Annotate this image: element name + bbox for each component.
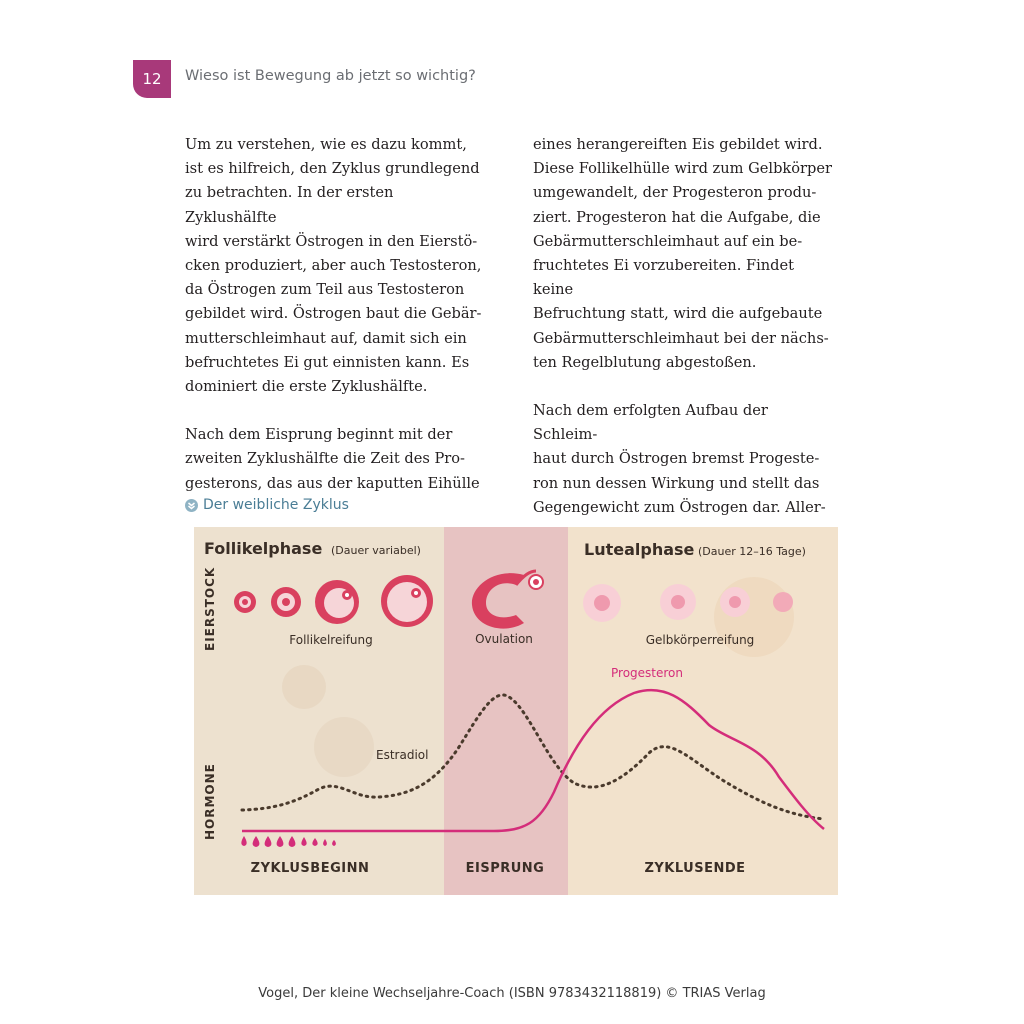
follicle-stage-3-icon (315, 580, 359, 624)
running-title: Wieso ist Bewegung ab jetzt so wichtig? (185, 68, 476, 84)
text-column-right (533, 133, 833, 544)
bottom-label-cycle-end: ZYKLUSENDE (644, 861, 746, 876)
follicle-stage-1-icon (234, 591, 256, 613)
cycle-diagram (194, 527, 838, 895)
texture-blot (314, 717, 374, 777)
stage-label-follicle: Follikelreifung (289, 633, 373, 647)
corpus-luteum-stage-3-icon (720, 587, 750, 617)
double-chevron-down-icon (185, 499, 198, 512)
corpus-luteum-stage-1-icon (583, 584, 621, 622)
follicle-stage-4-icon (381, 575, 433, 627)
side-label-hormones: HORMONE (203, 763, 217, 840)
luteal-phase-note: (Dauer 12–16 Tage) (698, 545, 806, 558)
stage-label-ovulation: Ovulation (475, 632, 533, 646)
corpus-luteum-stage-2-icon (660, 584, 696, 620)
figure-caption (185, 497, 349, 513)
page-number-badge: 12 (133, 60, 171, 98)
follicular-phase-title: Follikelphase (204, 539, 323, 558)
luteal-phase-title: Lutealphase (584, 540, 695, 559)
bottom-label-ovulation: EISPRUNG (465, 861, 545, 876)
stage-label-corpus-luteum: Gelbkörperreifung (645, 633, 755, 647)
paragraph: Nach dem Eisprung beginnt mit der zweiten Zyklushälfte die Zeit des Pro- gesterons, das aus der kaputten Eihülle (185, 426, 480, 492)
text-column-left (185, 133, 485, 520)
figure-caption-text: Der weibliche Zyklus (203, 497, 349, 513)
follicular-phase-note: (Dauer variabel) (331, 544, 421, 557)
texture-blot (282, 665, 326, 709)
paragraph: Um zu verstehen, wie es dazu kommt, ist es hilfreich, den Zyklus grundlegend zu betrachten. In der ersten Zyklushälfte wird verstärkt Östrogen in den Eierstö- cken produziert, aber auch Testosteron, da Östrogen zum Teil aus Testosteron gebildet wird. Östrogen baut die Gebär- mutterschleimhaut auf, damit sich ein befruchtetes Ei gut einnisten kann. Es dominiert die erste Zyklushälfte. (185, 136, 482, 396)
side-label-ovary: EIERSTOCK (203, 566, 217, 651)
paragraph: eines herangereiften Eis gebildet wird. Diese Follikelhülle wird zum Gelbkörper umgewandelt, der Progesteron produ- ziert. Progesteron hat die Aufgabe, die Gebärmutterschleimhaut auf ein be- fruchtetes Ei vorzubereiten. Findet keine Befruchtung statt, wird die aufgebaute Gebärmutterschleimhaut bei der nächs- ten Regelblutung abgestoßen. (533, 136, 832, 371)
paragraph: Nach dem erfolgten Aufbau der Schleim- haut durch Östrogen bremst Progeste- ron nun dessen Wirkung und stellt das Gegengewicht zum Östrogen dar. Aller- (533, 402, 826, 516)
cycle-figure (194, 527, 838, 895)
luteal-phase-panel (568, 527, 838, 895)
follicle-stage-2-icon (271, 587, 301, 617)
progesteron-label: Progesteron (611, 666, 683, 680)
bottom-label-cycle-start: ZYKLUSBEGINN (250, 861, 370, 876)
corpus-luteum-stage-4-icon (773, 592, 793, 612)
footer-citation: Vogel, Der kleine Wechseljahre-Coach (ISBN 9783432118819) © TRIAS Verlag (258, 986, 766, 1001)
estradiol-label: Estradiol (376, 748, 429, 762)
